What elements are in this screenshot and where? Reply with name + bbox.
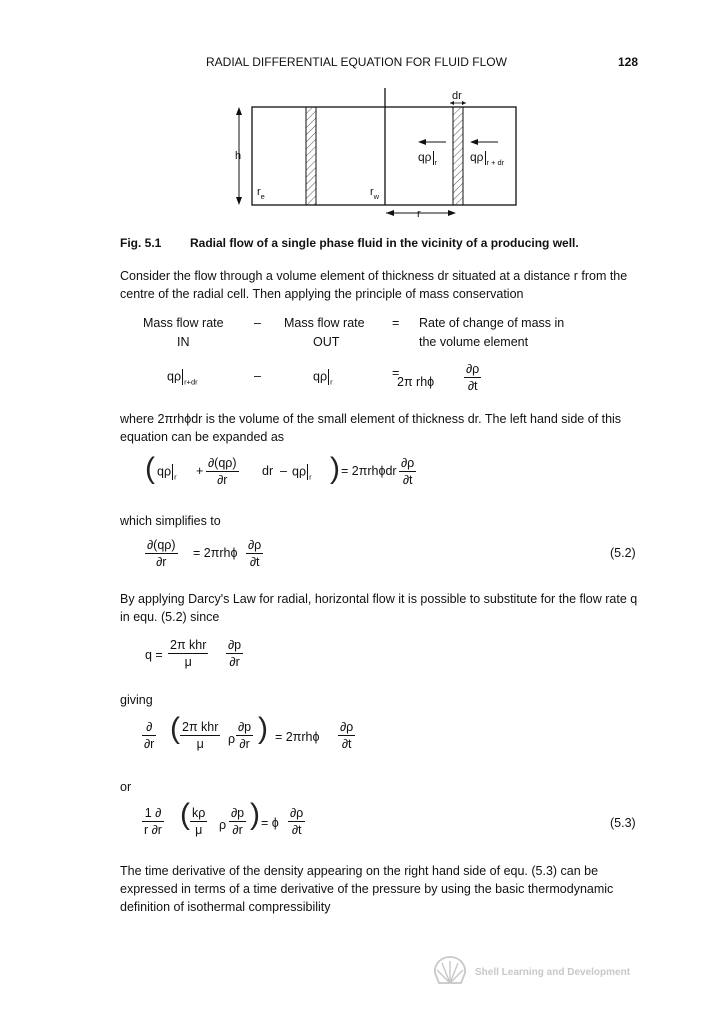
eq53-fraction-kp: $\frac{k\rho}{\mu}$ — [192, 806, 206, 837]
giving-close-paren: ) — [258, 712, 268, 745]
balance-col1-line1: Mass flow rate — [143, 316, 224, 330]
darcy-fraction-right: $\frac{\partial p}{\partial r}$ — [228, 638, 242, 669]
balance-col3-line2: the volume element — [419, 335, 529, 349]
eq53-number: (5.3) — [610, 816, 636, 830]
paragraph-time-derivative: The time derivative of the density appearing on the right hand side of equ. (5.3) can be expressed in terms of a time derivative of the pressure by using the basic thermodynamic definition of isothermal compressibility — [120, 864, 614, 914]
eq52-fraction-left: $\frac{\partial(q\rho)}{\partial r}$ — [147, 538, 176, 569]
balance-symbol-rhs: 2π rhϕ — [397, 375, 435, 389]
giving-fraction-d: ∂ ∂r — [144, 720, 155, 751]
giving-fraction-khr: 2π khr μ — [182, 720, 219, 751]
label-r: r — [417, 208, 421, 220]
balance-col1-line2: IN — [177, 335, 190, 349]
paragraph-simplifies: which simplifies to — [120, 514, 221, 528]
page-number: 128 — [618, 55, 639, 69]
eq53-open-paren: ( — [180, 798, 190, 831]
label-rw: $r_w$ — [370, 186, 380, 201]
eq53-fraction-lead: $\frac{1 \partial}{r \partial r}$ — [144, 806, 162, 837]
eq53-fraction-drho: $\frac{\partial\rho}{\partial t}$ — [290, 806, 304, 837]
giving-rho: ρ — [228, 732, 236, 746]
paragraph-volume-element: where 2πrhϕdr is the volume of the small element of thickness dr. The left hand side of this equation can be expanded as — [120, 412, 622, 444]
paragraph-or: or — [120, 780, 132, 794]
hatched-element-right — [453, 107, 463, 205]
expand-fraction-drho: $\frac{\partial\rho}{\partial t}$ — [401, 456, 415, 487]
expand-fraction-dqp: $\frac{\partial(q\rho)}{\partial r}$ — [208, 456, 237, 487]
balance-symbol-equals: = — [392, 366, 400, 380]
eq53-fraction-dp: $\frac{\partial p}{\partial r}$ — [231, 806, 245, 837]
expand-dr: dr — [262, 464, 274, 478]
label-dr-top: dr — [452, 90, 462, 102]
darcy-lhs: q = — [145, 648, 163, 662]
balance-col3-line1: Rate of change of mass in — [419, 316, 565, 330]
balance-symbol-in: qρ $_{r+dr}$ — [167, 369, 198, 387]
hatched-element-left — [306, 107, 316, 205]
figure-caption-number: Fig. 5.1 — [120, 236, 162, 250]
giving-fraction-drho: $\frac{\partial\rho}{\partial t}$ — [340, 720, 354, 751]
paragraph-mass-conservation: Consider the flow through a volume element of thickness dr situated at a distance r from the centre of the radial cell. Then applying the principle of mass conservation — [120, 269, 628, 301]
darcy-fraction-left: 2π khr μ — [170, 638, 207, 669]
expand-term-qp2: qρ $_r$ — [292, 464, 312, 482]
expand-close-paren: ) — [330, 452, 340, 485]
eq52-number: (5.2) — [610, 546, 636, 560]
giving-rhs: = 2πrhϕ — [275, 730, 320, 744]
label-flux-out: qρ $_{r + dr}$ — [470, 150, 505, 167]
expand-open-paren: ( — [145, 452, 155, 485]
balance-col2-line2: OUT — [313, 335, 340, 349]
eq53-rho: ρ — [219, 818, 227, 832]
footer-brand: Shell Learning and Development — [475, 967, 631, 978]
balance-minus: – — [254, 316, 261, 330]
eq53-rhs: = ϕ — [261, 816, 279, 830]
giving-fraction-dp: $\frac{\partial p}{\partial r}$ — [238, 720, 252, 751]
eq52-fraction-right: $\frac{\partial\rho}{\partial t}$ — [248, 538, 262, 569]
balance-equals: = — [392, 316, 400, 330]
expand-minus: – — [280, 464, 287, 478]
giving-open-paren: ( — [170, 712, 180, 745]
shell-logo-icon — [432, 955, 468, 987]
expand-term-qp: qρ $_r$ — [157, 464, 177, 482]
figure-caption-text: Radial flow of a single phase fluid in the vicinity of a producing well. — [190, 236, 579, 250]
label-re: $r_e$ — [257, 186, 265, 201]
expand-plus: + — [196, 464, 204, 478]
balance-symbol-minus: – — [254, 369, 261, 383]
label-flux-in: qρ $_r$ — [418, 150, 437, 167]
expand-rhs: = 2πrhϕdr — [341, 464, 397, 478]
eq53-close-paren: ) — [250, 798, 260, 831]
running-header-title: RADIAL DIFFERENTIAL EQUATION FOR FLUID FLOW — [206, 55, 507, 69]
label-h: h — [235, 150, 242, 162]
paragraph-giving: giving — [120, 693, 153, 707]
balance-col2-line1: Mass flow rate — [284, 316, 365, 330]
balance-symbol-fraction: $\frac{\partial\rho}{\partial t}$ — [466, 362, 480, 393]
paragraph-darcy: By applying Darcy's Law for radial, horizontal flow it is possible to substitute for the flow rate q in equ. (5.2) since — [120, 592, 638, 624]
eq52-middle: = 2πrhϕ — [193, 546, 238, 560]
balance-symbol-out: qρ $_r$ — [313, 369, 333, 387]
